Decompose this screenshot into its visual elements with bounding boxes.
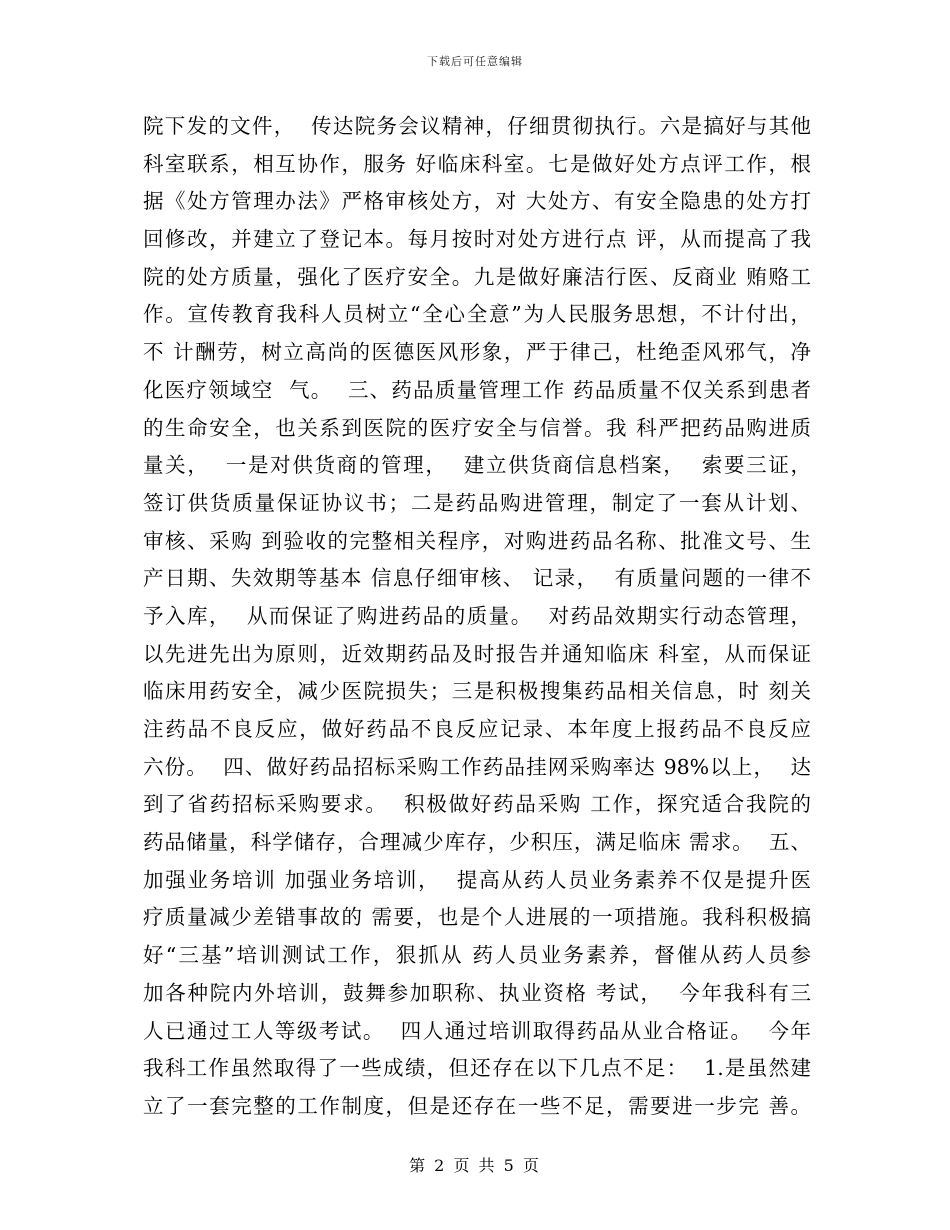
text-line: 审核、采购 到验收的完整相关程序，对购进药品名称、批准文号、生 [143, 528, 811, 553]
text-line: 加强业务培训 加强业务培训， 提高从药人员业务素养不仅是提升医 [143, 867, 811, 892]
text-line: 到了省药招标采购要求。 积极做好药品采购 工作，探究适合我院的 [143, 792, 811, 817]
text-line: 六份。 四、做好药品招标采购工作药品挂网采购率达 98%以上， 达 [143, 754, 811, 779]
text-line: 的生命安全，也关系到医院的医疗安全与信誉。我 科严把药品购进质 [143, 415, 811, 440]
text-line: 不 计酬劳，树立高尚的医德医风形象，严于律己，杜绝歪风邪气，净 [143, 340, 811, 365]
document-body [143, 108, 811, 1126]
text-line: 化医疗领域空 气。 三、药品质量管理工作 药品质量不仅关系到患者 [143, 377, 811, 402]
page-header: 下载后可任意编辑 [427, 55, 523, 68]
text-line: 予入库， 从而保证了购进药品的质量。 对药品效期实行动态管理， [143, 603, 811, 628]
text-line: 据《处方管理办法》严格审核处方，对 大处方、有安全隐患的处方打 [143, 189, 811, 214]
text-line: 我科工作虽然取得了一些成绩，但还存在以下几点不足： 1.是虽然建 [143, 1056, 811, 1081]
text-line: 签订供货质量保证协议书；二是药品购进管理，制定了一套从计划、 [143, 490, 811, 515]
text-line: 院的处方质量，强化了医疗安全。九是做好廉洁行医、反商业 贿赂工 [143, 264, 811, 289]
text-line: 注药品不良反应，做好药品不良反应记录、本年度上报药品不良反应 [143, 717, 811, 741]
text-line: 院下发的文件， 传达院务会议精神，仔细贯彻执行。六是搞好与其他 [143, 114, 811, 138]
text-line: 立了一套完整的工作制度，但是还存在一些不足，需要进一步完 善。 [143, 1093, 811, 1118]
text-line: 加各种院内外培训，鼓舞参加职称、执业资格 考试， 今年我科有三 [143, 980, 811, 1005]
text-line: 临床用药安全，减少医院损失；三是积极搜集药品相关信息，时 刻关 [143, 679, 811, 704]
text-line: 人已通过工人等级考试。 四人通过培训取得药品从业合格证。 今年 [143, 1018, 811, 1043]
text-line: 作。宣传教育我科人员树立“全心全意”为人民服务思想，不计付出， [143, 302, 811, 327]
text-line: 以先进先出为原则，近效期药品及时报告并通知临床 科室，从而保证 [143, 641, 811, 666]
text-line: 回修改，并建立了登记本。每月按时对处方进行点 评，从而提高了我 [143, 227, 811, 252]
text-line: 产日期、失效期等基本 信息仔细审核、 记录， 有质量问题的一律不 [143, 566, 811, 591]
text-line: 量关， 一是对供货商的管理， 建立供货商信息档案， 索要三证， [143, 453, 811, 478]
text-line: 疗质量减少差错事故的 需要，也是个人进展的一项措施。我科积极搞 [143, 905, 811, 930]
page-number-footer: 第 2 页 共 5 页 [409, 1156, 541, 1175]
text-line: 科室联系，相互协作，服务 好临床科室。七是做好处方点评工作，根 [143, 151, 811, 176]
text-line: 药品储量，科学储存，合理减少库存，少积压，满足临床 需求。 五、 [143, 830, 811, 855]
text-line: 好“三基”培训测试工作，狠抓从 药人员业务素养，督催从药人员参 [143, 943, 811, 968]
